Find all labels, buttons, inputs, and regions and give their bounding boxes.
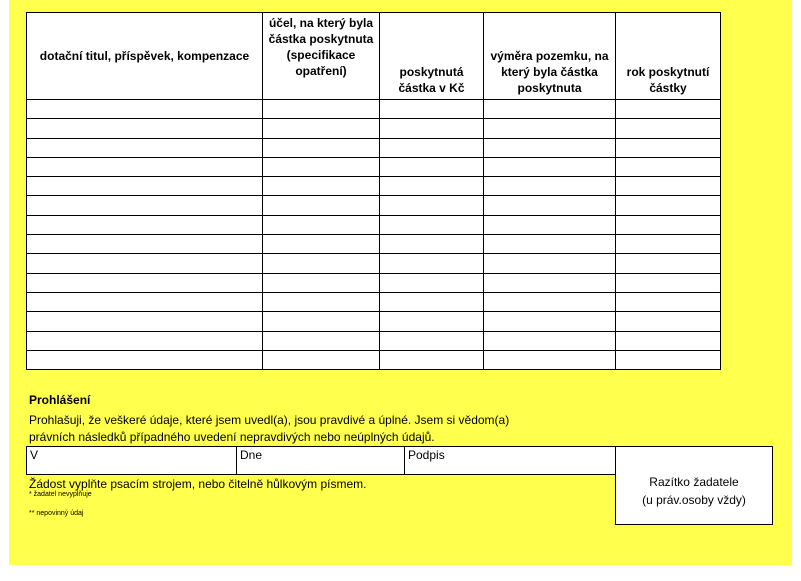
table-cell[interactable] [616,273,721,292]
table-cell[interactable] [380,177,484,196]
table-cell[interactable] [27,100,263,119]
table-cell[interactable] [484,119,616,138]
table-cell[interactable] [27,119,263,138]
table-row [27,292,721,311]
table-cell[interactable] [27,177,263,196]
table-cell[interactable] [616,350,721,369]
place-field[interactable] [26,446,237,475]
table-cell[interactable] [263,273,380,292]
table-cell[interactable] [616,100,721,119]
table-cell[interactable] [484,350,616,369]
table-cell[interactable] [484,138,616,157]
table-cell[interactable] [484,235,616,254]
date-field[interactable] [236,446,405,475]
col-header-amount: poskytnutá částka v Kč [380,13,484,100]
table-cell[interactable] [380,196,484,215]
table-row [27,100,721,119]
footnote-optional: ** nepovinný údaj [29,510,84,517]
table-cell[interactable] [616,235,721,254]
table-cell[interactable] [484,196,616,215]
table-cell[interactable] [616,215,721,234]
table-cell[interactable] [380,138,484,157]
table-header-row [27,13,721,100]
table-row [27,235,721,254]
table-cell[interactable] [27,350,263,369]
table-cell[interactable] [263,196,380,215]
table-cell[interactable] [27,331,263,350]
table-cell[interactable] [380,292,484,311]
table-cell[interactable] [616,177,721,196]
table-cell[interactable] [380,350,484,369]
table-cell[interactable] [263,177,380,196]
table-row [27,138,721,157]
table-row [27,312,721,331]
table-row [27,331,721,350]
col-header-year: rok poskytnutí částky [616,13,721,100]
table-cell[interactable] [380,215,484,234]
table-row [27,273,721,292]
table-cell[interactable] [27,196,263,215]
table-cell[interactable] [27,157,263,176]
subsidy-table [26,12,721,370]
table-cell[interactable] [27,273,263,292]
table-cell[interactable] [263,157,380,176]
table-cell[interactable] [27,254,263,273]
col-header-land-area: výměra pozemku, na který byla částka poskytnuta [484,13,616,100]
table-cell[interactable] [616,196,721,215]
applicant-stamp-box[interactable] [615,446,773,525]
table-cell[interactable] [484,100,616,119]
table-row [27,157,721,176]
table-row [27,254,721,273]
table-cell[interactable] [616,254,721,273]
table-cell[interactable] [484,312,616,331]
table-row [27,350,721,369]
table-cell[interactable] [27,292,263,311]
table-row [27,196,721,215]
table-cell[interactable] [380,254,484,273]
table-cell[interactable] [484,273,616,292]
table-cell[interactable] [616,157,721,176]
declaration-text: Prohlašuji, že veškeré údaje, které jsem uvedl(a), jsou pravdivé a úplné. Jsem si vědom(a) právních následků případného uvedení nepravdivých nebo neúplných údajů. [29,413,510,444]
table-cell[interactable] [484,215,616,234]
table-cell[interactable] [263,254,380,273]
table-cell[interactable] [380,273,484,292]
place-label: V [30,448,39,462]
table-cell[interactable] [380,331,484,350]
table-cell[interactable] [263,138,380,157]
table-cell[interactable] [484,157,616,176]
table-cell[interactable] [263,331,380,350]
table-cell[interactable] [380,119,484,138]
declaration-title: Prohlášení [29,393,91,407]
table-cell[interactable] [263,215,380,234]
table-row [27,119,721,138]
table-cell[interactable] [616,292,721,311]
table-cell[interactable] [27,138,263,157]
table-cell[interactable] [616,331,721,350]
table-cell[interactable] [484,331,616,350]
stamp-label: Razítko žadatele [649,475,739,489]
signature-field[interactable] [404,446,616,475]
table-row [27,215,721,234]
table-row [27,177,721,196]
col-header-purpose: účel, na který byla částka poskytnuta (specifikace opatření) [263,13,380,100]
stamp-sublabel: (u práv.osoby vždy) [642,493,746,507]
table-cell[interactable] [616,312,721,331]
table-cell[interactable] [484,177,616,196]
signature-label: Podpis [408,448,445,462]
table-cell[interactable] [380,312,484,331]
table-cell[interactable] [263,292,380,311]
table-cell[interactable] [263,350,380,369]
table-cell[interactable] [27,235,263,254]
table-cell[interactable] [380,157,484,176]
table-cell[interactable] [484,292,616,311]
table-cell[interactable] [616,119,721,138]
col-header-subsidy-title: dotační titul, příspěvek, kompenzace [27,13,263,100]
table-cell[interactable] [263,100,380,119]
table-cell[interactable] [380,235,484,254]
table-cell[interactable] [263,119,380,138]
footnote-not-filled: * žadatel nevyplňuje [29,491,92,498]
date-label: Dne [240,448,263,462]
fill-instruction: Žádost vyplňte psacím strojem, nebo čitelně hůlkovým písmem. [29,477,367,491]
table-cell[interactable] [263,312,380,331]
table-cell[interactable] [484,254,616,273]
table-cell[interactable] [616,138,721,157]
table-cell[interactable] [27,215,263,234]
table-cell[interactable] [263,235,380,254]
table-cell[interactable] [27,312,263,331]
table-cell[interactable] [380,100,484,119]
